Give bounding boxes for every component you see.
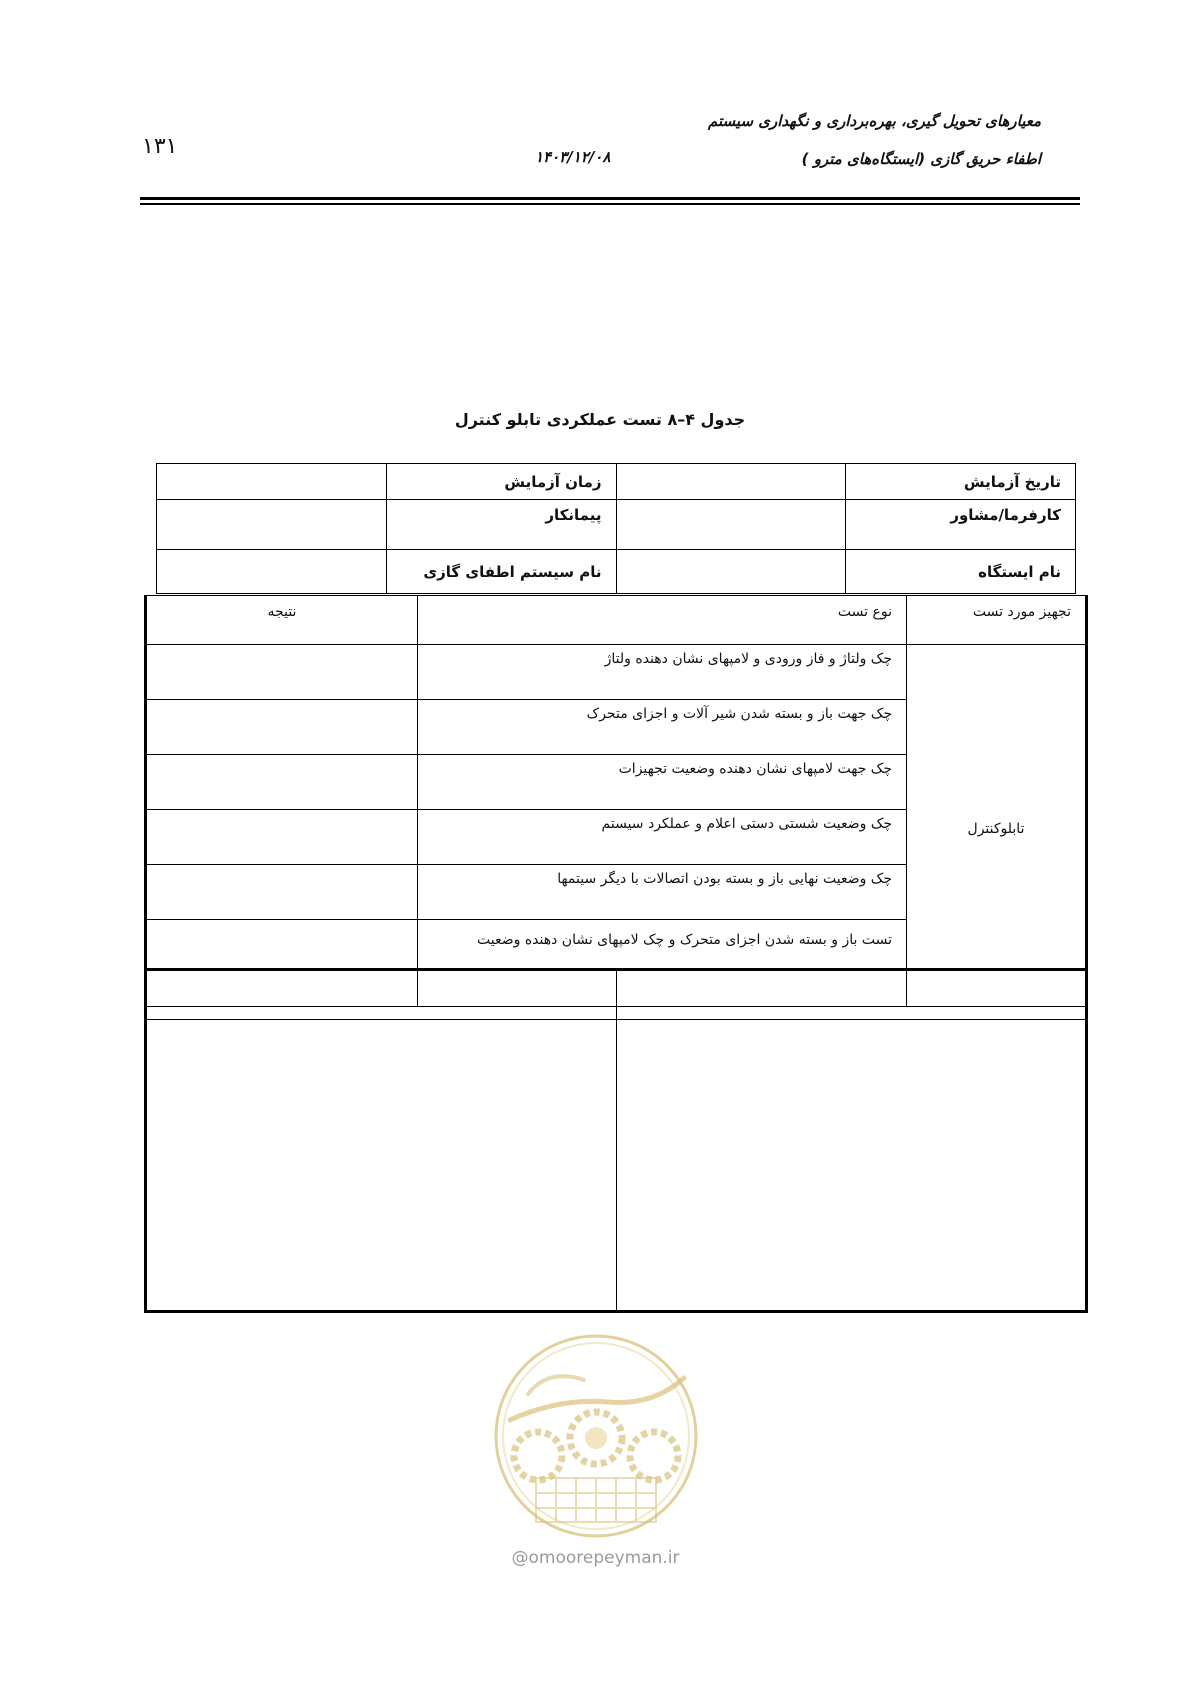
test-type-cell: چک وضعیت نهایی باز و بسته بودن اتصالات با دیگر سیتمها [418,865,907,920]
document-date: ۱۴۰۳/۱۲/۰۸ [535,148,611,166]
watermark-url: @omoorepeyman.ir [511,1548,680,1568]
system-value[interactable] [157,550,387,594]
table-caption: جدول ۴–۸ تست عملکردی تابلو کنترل [454,410,746,429]
test-type-cell: چک جهت باز و بسته شدن شیر آلات و اجزای متحرک [418,700,907,755]
signature-body-left[interactable] [146,1020,617,1312]
test-type-cell: چک وضعیت شستی دستی اعلام و عملکرد سیستم [418,810,907,865]
result-cell[interactable] [146,700,418,755]
station-label: نام ایستگاه [846,550,1076,594]
table-row [146,645,1087,700]
equipment-header: تجهیز مورد تست [907,596,1087,645]
signature-header-left[interactable] [146,970,617,1020]
signature-header-right[interactable] [616,970,1087,1020]
result-cell[interactable] [146,810,418,865]
document-subtitle: اطفاء حریق گازی (ایستگاه‌های مترو ) [801,150,1041,168]
test-date-value[interactable] [616,464,846,500]
test-time-value[interactable] [157,464,387,500]
watermark-logo [488,1328,704,1544]
header-rule [140,197,1080,200]
test-type-cell: تست باز و بسته شدن اجزای متحرک و چک لامپهای نشان دهنده وضعیت [418,920,907,1007]
system-label: نام سیستم اطفای گازی [386,550,616,594]
equipment-cell: تابلوکنترل [907,645,1087,1007]
header-rule-secondary [140,203,1080,205]
contractor-value[interactable] [157,500,387,550]
test-table [144,595,1088,1007]
test-table-header [146,596,1087,645]
document-series-title: معیارهای تحویل گیری، بهره‌برداری و نگهداری سیستم [708,112,1041,130]
test-date-label: تاریخ آزمایش [846,464,1076,500]
result-header: نتیجه [146,596,418,645]
info-table [156,463,1076,594]
info-row-station-system [157,550,1076,594]
test-type-cell: چک جهت لامپهای نشان دهنده وضعیت تجهیزات [418,755,907,810]
signature-body-right[interactable] [616,1020,1087,1312]
employer-label: کارفرما/مشاور [846,500,1076,550]
contractor-label: پیمانکار [386,500,616,550]
signature-body-row [146,1020,1087,1312]
test-type-cell: چک ولتاژ و فاز ورودی و لامپهای نشان دهنده ولتاژ [418,645,907,700]
result-cell[interactable] [146,755,418,810]
result-cell[interactable] [146,645,418,700]
result-cell[interactable] [146,865,418,920]
signature-table [144,968,1088,1313]
info-row-employer-contractor [157,500,1076,550]
page-number: ۱۳۱ [142,134,178,159]
employer-value[interactable] [616,500,846,550]
station-value[interactable] [616,550,846,594]
test-time-label: زمان آزمایش [386,464,616,500]
test-type-header: نوع تست [418,596,907,645]
info-row-date-time [157,464,1076,500]
signature-header-row [146,970,1087,1020]
